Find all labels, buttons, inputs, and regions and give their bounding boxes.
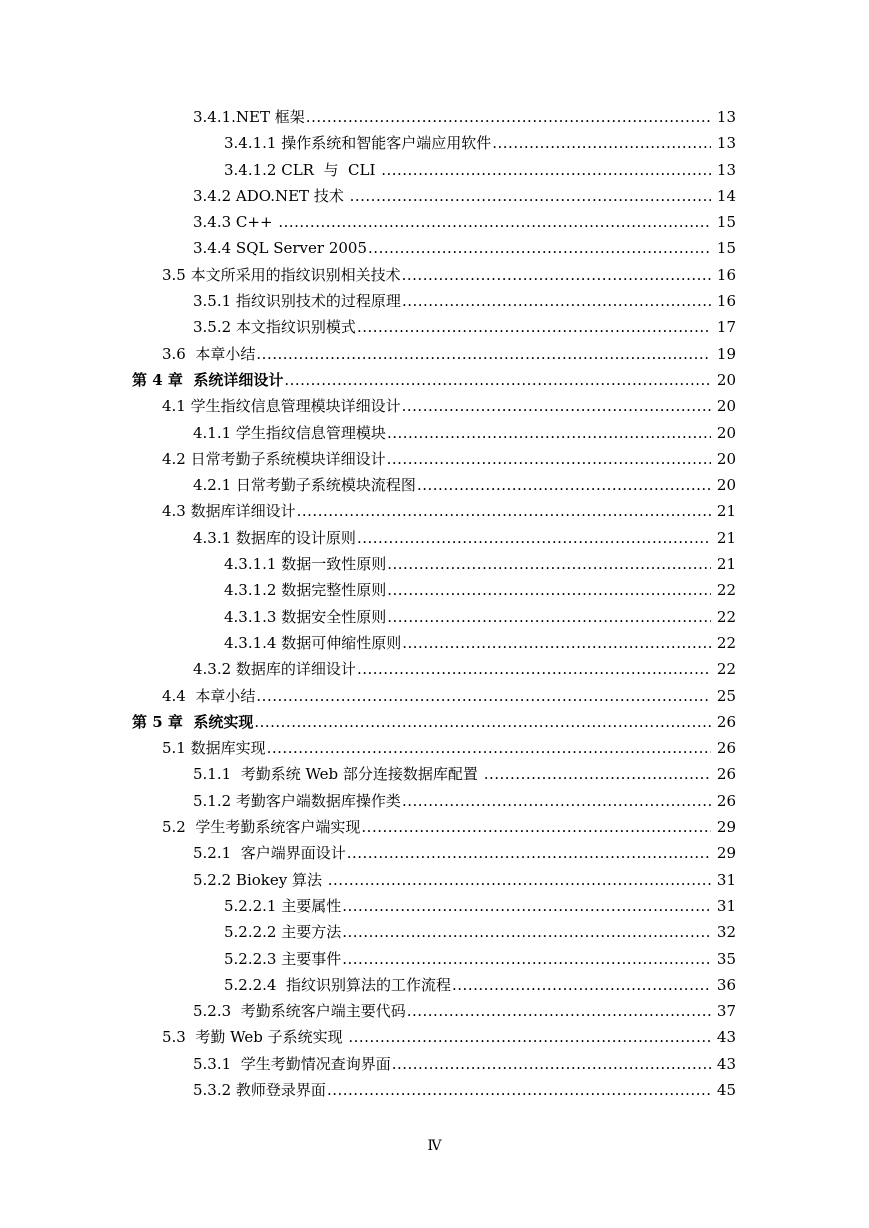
toc-entry-title: 3.4.3 C++ bbox=[193, 213, 278, 232]
toc-entry[interactable] bbox=[0, 130, 869, 156]
toc-entry[interactable] bbox=[0, 235, 869, 261]
dot-leader bbox=[342, 919, 711, 945]
toc-entry-title: 5.2.2.2 主要方法 bbox=[224, 923, 342, 942]
toc-entry-title: 3.5 本文所采用的指纹识别相关技术 bbox=[162, 265, 401, 284]
toc-entry-title: 4.3.1.2 数据完整性原则 bbox=[224, 581, 387, 600]
toc-entry[interactable] bbox=[0, 551, 869, 577]
toc-entry-page: 21 bbox=[716, 555, 736, 574]
dot-leader bbox=[284, 367, 711, 393]
dot-leader bbox=[342, 946, 711, 972]
dot-leader bbox=[417, 472, 711, 498]
toc-entry[interactable] bbox=[0, 893, 869, 919]
toc-entry-page: 20 bbox=[716, 476, 736, 495]
toc-entry-title: 3.4.4 SQL Server 2005 bbox=[193, 239, 368, 258]
toc-entry-title: 4.4 本章小结 bbox=[162, 686, 256, 705]
toc-entry-page: 16 bbox=[716, 292, 736, 311]
toc-entry[interactable] bbox=[0, 472, 869, 498]
toc-entry-page: 22 bbox=[716, 660, 736, 679]
dot-leader bbox=[387, 604, 711, 630]
toc-entry-title: 4.3.1.3 数据安全性原则 bbox=[224, 607, 387, 626]
toc-entry-page: 26 bbox=[716, 712, 736, 731]
dot-leader bbox=[357, 314, 711, 340]
toc-entry-page: 29 bbox=[716, 818, 736, 837]
toc-entry-title: 5.2.2.1 主要属性 bbox=[224, 896, 342, 915]
toc-entry[interactable] bbox=[0, 577, 869, 603]
dot-leader bbox=[342, 893, 711, 919]
dot-leader bbox=[484, 761, 711, 787]
dot-leader bbox=[402, 630, 711, 656]
toc-entry-page: 15 bbox=[716, 239, 736, 258]
dot-leader bbox=[306, 104, 711, 130]
toc-entry-page: 43 bbox=[716, 1054, 736, 1073]
dot-leader bbox=[278, 209, 711, 235]
dot-leader bbox=[492, 130, 711, 156]
toc-entry[interactable] bbox=[0, 998, 869, 1024]
toc-entry[interactable] bbox=[0, 157, 869, 183]
toc-entry[interactable] bbox=[0, 420, 869, 446]
toc-entry[interactable] bbox=[0, 788, 869, 814]
toc-entry[interactable] bbox=[0, 367, 869, 393]
toc-entry-page: 22 bbox=[716, 633, 736, 652]
toc-entry-title: 5.1.1 考勤系统 Web 部分连接数据库配置 bbox=[193, 765, 483, 784]
toc-entry-page: 13 bbox=[716, 134, 736, 153]
dot-leader bbox=[254, 709, 711, 735]
toc-entry-page: 14 bbox=[716, 186, 736, 205]
toc-entry[interactable] bbox=[0, 630, 869, 656]
toc-entry[interactable] bbox=[0, 683, 869, 709]
dot-leader bbox=[350, 183, 711, 209]
toc-entry-page: 20 bbox=[716, 449, 736, 468]
toc-entry-page: 26 bbox=[716, 765, 736, 784]
toc-entry[interactable] bbox=[0, 104, 869, 130]
toc-entry-page: 43 bbox=[716, 1028, 736, 1047]
toc-entry-title: 4.3.1.4 数据可伸缩性原则 bbox=[224, 633, 402, 652]
toc-entry-title: 5.3 考勤 Web 子系统实现 bbox=[162, 1028, 348, 1047]
dot-leader bbox=[267, 735, 711, 761]
dot-leader bbox=[387, 551, 711, 577]
toc-entry-title: 5.2.3 考勤系统客户端主要代码 bbox=[193, 1002, 406, 1021]
toc-entry-title: 4.3.2 数据库的详细设计 bbox=[193, 660, 356, 679]
toc-entry[interactable] bbox=[0, 262, 869, 288]
toc-entry-page: 25 bbox=[716, 686, 736, 705]
toc-entry[interactable] bbox=[0, 525, 869, 551]
toc-entry-title: 4.3.1.1 数据一致性原则 bbox=[224, 555, 387, 574]
toc-entry[interactable] bbox=[0, 209, 869, 235]
dot-leader bbox=[256, 683, 711, 709]
toc-entry-title: 4.3 数据库详细设计 bbox=[162, 502, 296, 521]
toc-entry-page: 15 bbox=[716, 213, 736, 232]
toc-entry-title: 5.2 学生考勤系统客户端实现 bbox=[162, 818, 361, 837]
dot-leader bbox=[327, 1077, 711, 1103]
toc-entry-title: 3.6 本章小结 bbox=[162, 344, 256, 363]
dot-leader bbox=[361, 814, 711, 840]
toc-entry-page: 13 bbox=[716, 108, 736, 126]
toc-entry-title: 5.3.2 教师登录界面 bbox=[193, 1080, 326, 1099]
dot-leader bbox=[357, 656, 711, 682]
toc-entry[interactable] bbox=[0, 867, 869, 893]
toc-entry-page: 21 bbox=[716, 502, 736, 521]
toc-entry[interactable] bbox=[0, 761, 869, 787]
toc-entry-page: 20 bbox=[716, 423, 736, 442]
toc-entry[interactable] bbox=[0, 946, 869, 972]
dot-leader bbox=[387, 577, 711, 603]
dot-leader bbox=[381, 157, 711, 183]
toc-entry[interactable] bbox=[0, 393, 869, 419]
toc-entry[interactable] bbox=[0, 709, 869, 735]
dot-leader bbox=[402, 788, 711, 814]
toc-entry[interactable] bbox=[0, 341, 869, 367]
toc-entry-title: 第 5 章 系统实现 bbox=[132, 712, 254, 731]
toc-entry[interactable] bbox=[0, 735, 869, 761]
dot-leader bbox=[387, 446, 711, 472]
toc-entry-title: 4.1.1 学生指纹信息管理模块 bbox=[193, 423, 386, 442]
toc-entry[interactable] bbox=[0, 919, 869, 945]
toc-entry-title: 3.5.1 指纹识别技术的过程原理 bbox=[193, 292, 401, 311]
toc-entry[interactable] bbox=[0, 183, 869, 209]
toc-entry-title: 3.5.2 本文指纹识别模式 bbox=[193, 318, 356, 337]
toc-entry-page: 22 bbox=[716, 581, 736, 600]
toc-entry[interactable] bbox=[0, 498, 869, 524]
dot-leader bbox=[347, 840, 711, 866]
toc-entry-page: 20 bbox=[716, 397, 736, 416]
toc-entry-title: 4.3.1 数据库的设计原则 bbox=[193, 528, 356, 547]
toc-entry[interactable] bbox=[0, 1024, 869, 1050]
toc-entry-page: 26 bbox=[716, 739, 736, 758]
table-of-contents bbox=[0, 104, 869, 1103]
toc-entry-title: 3.4.1.NET 框架 bbox=[193, 108, 305, 126]
dot-leader bbox=[407, 998, 711, 1024]
toc-entry-title: 5.2.1 客户端界面设计 bbox=[193, 844, 346, 863]
toc-entry[interactable] bbox=[0, 814, 869, 840]
toc-entry[interactable] bbox=[0, 840, 869, 866]
toc-entry[interactable] bbox=[0, 288, 869, 314]
toc-entry-title: 5.1 数据库实现 bbox=[162, 739, 266, 758]
dot-leader bbox=[328, 867, 711, 893]
toc-entry-page: 22 bbox=[716, 607, 736, 626]
toc-entry-page: 21 bbox=[716, 528, 736, 547]
dot-leader bbox=[357, 525, 711, 551]
toc-entry-title: 3.4.1.2 CLR 与 CLI bbox=[224, 160, 381, 179]
dot-leader bbox=[387, 420, 711, 446]
toc-entry-page: 36 bbox=[716, 975, 736, 994]
dot-leader bbox=[348, 1024, 711, 1050]
toc-entry-title: 5.2.2.4 指纹识别算法的工作流程 bbox=[224, 975, 452, 994]
toc-entry[interactable] bbox=[0, 1077, 869, 1103]
toc-entry-title: 4.2 日常考勤子系统模块详细设计 bbox=[162, 449, 386, 468]
toc-entry[interactable] bbox=[0, 1051, 869, 1077]
toc-entry-page: 16 bbox=[716, 265, 736, 284]
toc-entry-title: 3.4.2 ADO.NET 技术 bbox=[193, 186, 349, 205]
toc-entry-title: 3.4.1.1 操作系统和智能客户端应用软件 bbox=[224, 134, 492, 153]
dot-leader bbox=[392, 1051, 711, 1077]
toc-entry-title: 4.1 学生指纹信息管理模块详细设计 bbox=[162, 397, 401, 416]
toc-entry-title: 5.3.1 学生考勤情况查询界面 bbox=[193, 1054, 391, 1073]
toc-entry[interactable] bbox=[0, 604, 869, 630]
toc-entry[interactable] bbox=[0, 656, 869, 682]
toc-entry[interactable] bbox=[0, 446, 869, 472]
dot-leader bbox=[402, 393, 711, 419]
toc-entry-page: 31 bbox=[716, 896, 736, 915]
dot-leader bbox=[297, 498, 711, 524]
toc-entry[interactable] bbox=[0, 972, 869, 998]
toc-entry-title: 第 4 章 系统详细设计 bbox=[132, 370, 284, 389]
toc-entry-title: 5.2.2.3 主要事件 bbox=[224, 949, 342, 968]
toc-entry-page: 32 bbox=[716, 923, 736, 942]
toc-entry-page: 20 bbox=[716, 370, 736, 389]
toc-entry[interactable] bbox=[0, 314, 869, 340]
toc-entry-page: 37 bbox=[716, 1002, 736, 1021]
page-number: Ⅳ bbox=[427, 1138, 442, 1154]
toc-entry-page: 31 bbox=[716, 870, 736, 889]
toc-entry-page: 17 bbox=[716, 318, 736, 337]
toc-entry-title: 5.2.2 Biokey 算法 bbox=[193, 870, 327, 889]
toc-entry-page: 35 bbox=[716, 949, 736, 968]
toc-entry-page: 45 bbox=[716, 1080, 736, 1099]
dot-leader bbox=[452, 972, 711, 998]
toc-entry-page: 13 bbox=[716, 160, 736, 179]
toc-entry-title: 5.1.2 考勤客户端数据库操作类 bbox=[193, 791, 401, 810]
toc-entry-page: 19 bbox=[716, 344, 736, 363]
dot-leader bbox=[402, 288, 711, 314]
dot-leader bbox=[368, 235, 711, 261]
dot-leader bbox=[402, 262, 711, 288]
toc-entry-page: 29 bbox=[716, 844, 736, 863]
dot-leader bbox=[256, 341, 711, 367]
toc-entry-title: 4.2.1 日常考勤子系统模块流程图 bbox=[193, 476, 416, 495]
toc-entry-page: 26 bbox=[716, 791, 736, 810]
